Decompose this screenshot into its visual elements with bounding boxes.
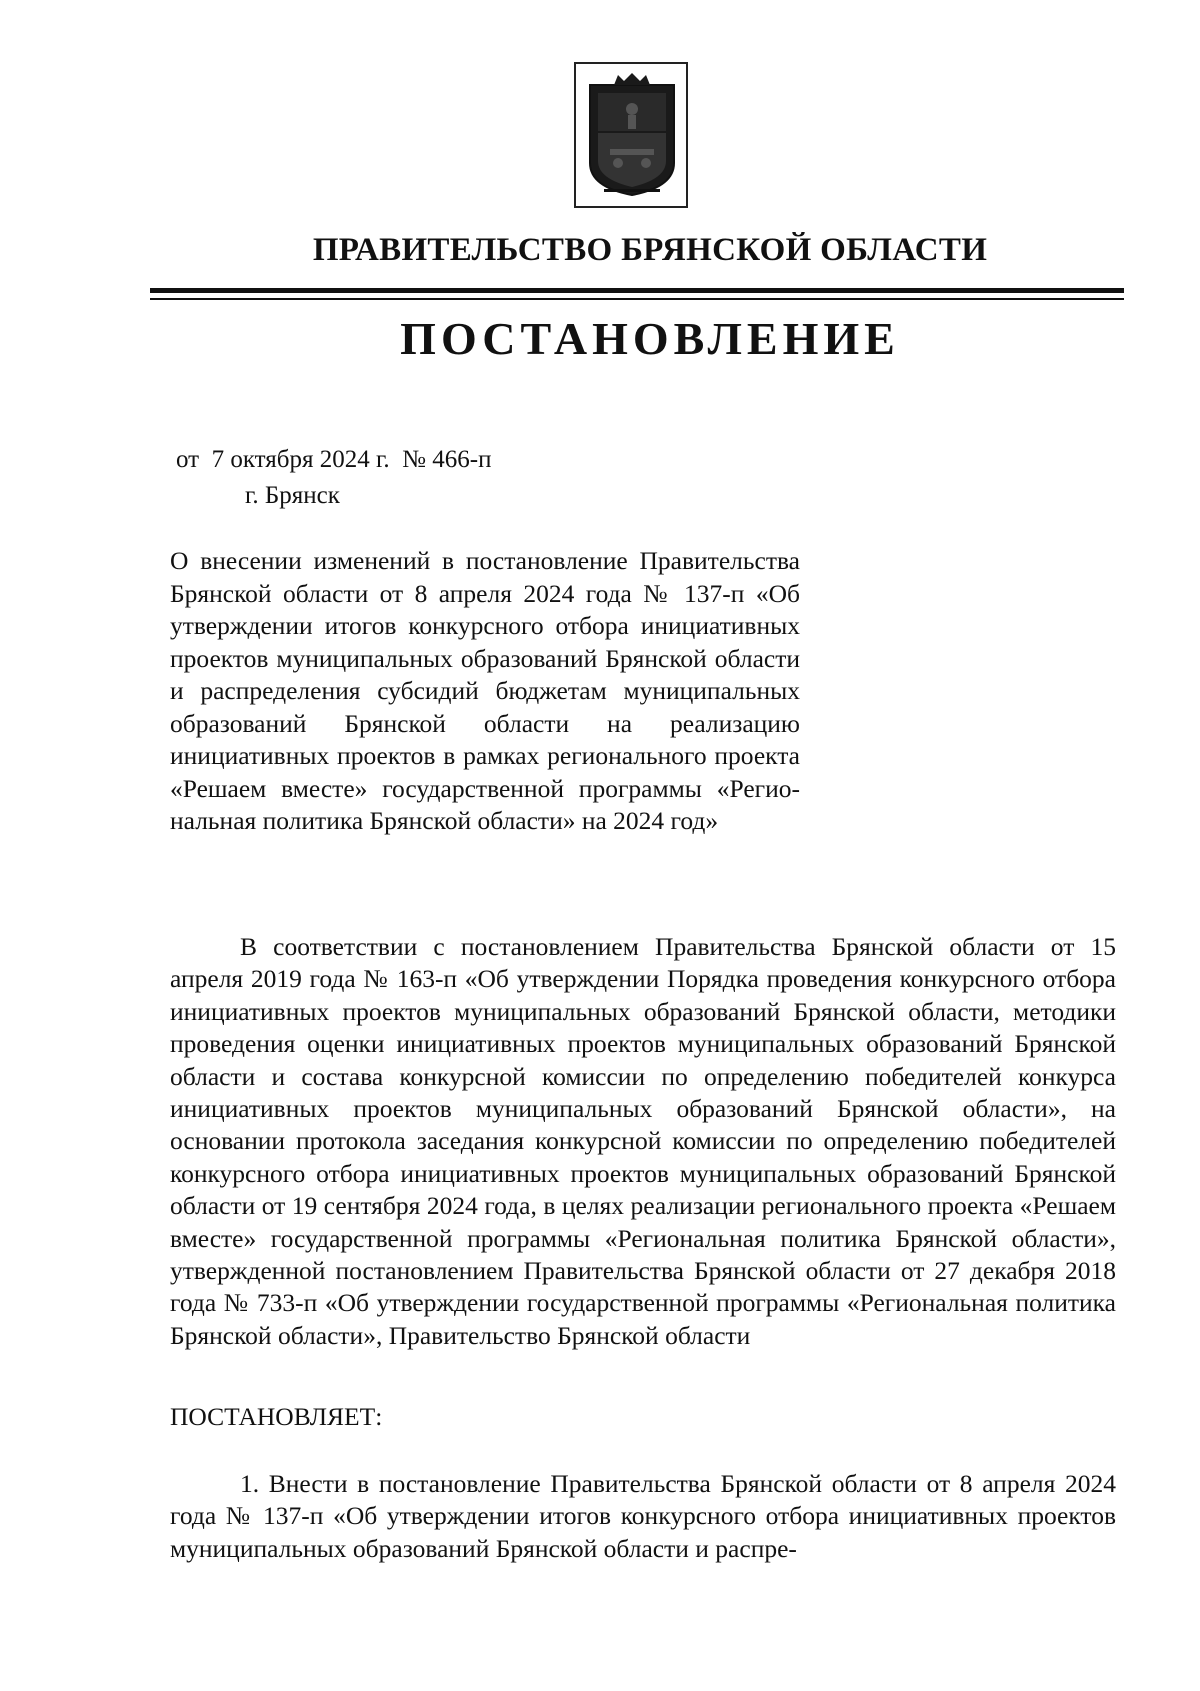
document-subject: О внесении изменений в постановление Правительства Брянской области от 8 апреля 2024 года № 137-п «Об утверждении итогов конкурсного отбора инициативных проектов муниципальных образований Брянской области и распределения субсидий бюджетам муниципальных образований Брянской области на реализацию инициативных проектов в рамках регионального проекта «Решаем вместе» государственной программы «Региональная политика Брянской области» на 2024 год» bbox=[170, 546, 800, 835]
coat-of-arms bbox=[574, 62, 688, 208]
resolves-heading: ПОСТАНОВЛЯЕТ: bbox=[170, 1402, 383, 1431]
bryansk-coat-of-arms-icon bbox=[584, 71, 680, 199]
header-rule-thick bbox=[150, 288, 1124, 293]
preamble-paragraph: В соответствии с постановлением Правительства Брянской области от 15 апреля 2019 года № 163-п «Об утверждении Порядка проведения конкурсного отбора инициативных проектов муниципальных образований Брянской области, методики проведения оценки инициативных проектов муниципальных образований Брянской области и состава конкурсной комиссии по определению победителей конкурса инициативных проектов муниципальных образований Брянской области», на основании протокола заседания конкурсной комиссии по определению победителей конкурсного отбора инициативных проектов муниципальных образований Брянской области от 19 сентября 2024 года, в целях реализации регионального проекта «Решаем вместе» государственной программы «Региональная политика Брянской области», утвержденной постановлением Правительства Брянской области от 27 декабря 2018 года № 733-п «Об утверждении государственной программы «Региональная политика Брянской области», Правительство Брянской области bbox=[170, 932, 1116, 1350]
date-and-number: от 7 октября 2024 г. № 466-п bbox=[176, 446, 492, 473]
document-type: ПОСТАНОВЛЕНИЕ bbox=[400, 313, 900, 364]
header-rule-thin bbox=[150, 298, 1124, 300]
government-name: ПРАВИТЕЛЬСТВО БРЯНСКОЙ ОБЛАСТИ bbox=[312, 232, 988, 268]
item-1-paragraph: 1. Внести в постановление Правительства Брянской области от 8 апреля 2024 года № 137-п «Об утверждении итогов конкурсного отбора инициативных проектов муниципальных образований Брянской области и распре- bbox=[170, 1469, 1116, 1563]
city: г. Брянск bbox=[245, 482, 340, 509]
